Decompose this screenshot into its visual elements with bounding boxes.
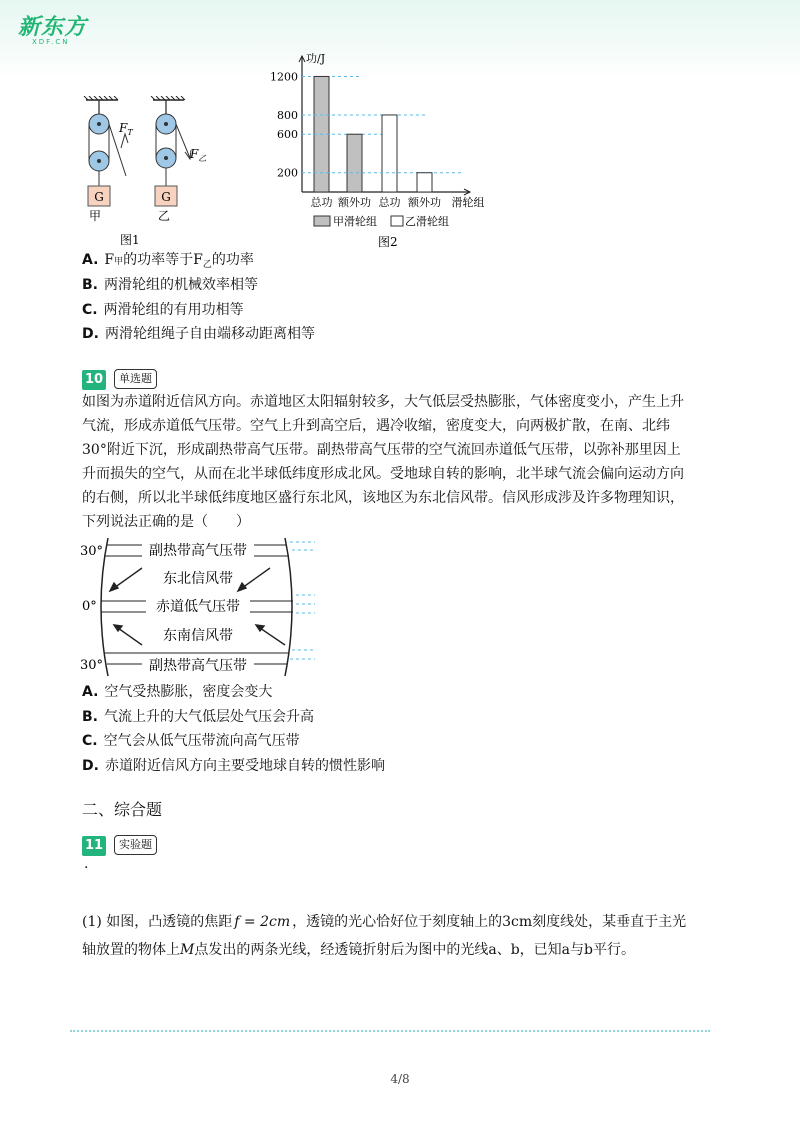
bar [417,173,432,192]
page-number: 4/8 [390,1072,410,1086]
q10-option-c[interactable]: C. 空气会从低气压带流向高气压带 [82,733,300,749]
legend-label-yi: 乙滑轮组 [405,215,449,228]
weight-yi-label: G [161,190,171,204]
q10-line: 气流，形成赤道低气压带。空气上升到高空后，遇冷收缩，密度变大，向两极扩散，在南、北纬 [82,418,670,434]
q10-option-a[interactable]: A. 空气受热膨胀，密度会变大 [82,684,273,700]
q9-option-c[interactable]: C. 两滑轮组的有用功相等 [82,302,244,318]
logo-text: 新东方 [18,15,88,40]
band-ne-trade: 东北信风带 [163,571,233,587]
weight-jia-label: G [94,190,104,204]
x-axis-label: 滑轮组 [451,196,485,209]
band-se-trade: 东南信风带 [163,628,233,644]
x-category-label: 额外功 [408,196,441,209]
pulley-figure [78,96,228,256]
y-tick-label: 800 [277,108,298,122]
q10-line: 下列说法正确的是（ ） [82,514,250,530]
q11-line-2: 轴放置的物体上M点发出的两条光线，经透镜折射后为图中的光线a、b，已知a与b平行。 [82,942,635,958]
logo-subtext: XDF.CN [32,38,70,46]
label-jia: 甲 [89,209,102,223]
band-equatorial-low: 赤道低气压带 [156,599,240,615]
q10-line: 的右侧，所以北半球低纬度地区盛行东北风，该地区为东北信风带。信风形成涉及许多物理知识， [82,490,684,506]
q9-option-d[interactable]: D. 两滑轮组绳子自由端移动距离相等 [82,326,315,342]
pulley-yi [156,114,191,186]
arrow-ne-left [114,568,142,588]
bar [347,134,362,192]
latitude-30n: 30° [80,544,104,559]
y-tick-label: 1200 [270,70,298,84]
q10-number-badge: 10 [82,370,106,390]
band-subtropical-high-s: 副热带高气压带 [149,658,247,674]
force-yi-label: $F_乙$ [190,147,207,163]
brand-logo [18,10,87,46]
y-axis-label: 功/J [306,52,326,65]
footer-divider [70,1030,710,1032]
arrow-se-right [260,628,285,645]
ceiling-yi [151,96,185,116]
q11-dot: . [84,856,89,872]
q11-type-tag: 实验题 [114,835,157,855]
band-subtropical-high-n: 副热带高气压带 [149,543,247,559]
legend-label-jia: 甲滑轮组 [333,215,377,228]
latitude-30s: 30° [80,658,104,673]
q10-type-tag: 单选题 [114,369,157,389]
y-tick-label: 600 [277,128,298,142]
q10-option-b[interactable]: B. 气流上升的大气低层处气压会升高 [82,709,314,725]
ceiling-jia [84,96,118,116]
label-yi: 乙 [158,209,171,223]
force-t-label: $F_T$ [119,121,133,137]
q10-stem [82,390,684,534]
q10-line: 升而损失的空气，从而在北半球低纬度形成北风。受地球自转的影响，北半球气流会偏向运动方向 [82,466,684,482]
bar [382,115,397,192]
x-category-label: 总功 [378,196,401,209]
q11-line-1: (1) 如图，凸透镜的焦距 f = 2cm ，透镜的光心恰好位于刻度轴上的3cm刻度线处，某垂直于主光 [82,914,687,930]
q10-line: 30°附近下沉，形成副热带高气压带。副热带高气压带的空气流回赤道低气压带，以弥补那里因上 [82,442,681,458]
y-tick-label: 200 [277,166,298,180]
trade-wind-figure [80,536,320,682]
legend-swatch-yi [391,216,403,226]
q11-number-badge: 11 [82,836,106,856]
x-category-label: 总功 [310,196,333,209]
latitude-0: 0° [82,599,97,614]
q9-option-b[interactable]: B. 两滑轮组的机械效率相等 [82,277,258,293]
q9-option-a[interactable]: A. F甲的功率等于$F_乙$的功率 [82,252,254,270]
legend-swatch-jia [314,216,330,226]
arrow-ne-right [242,568,270,588]
q10-line: 如图为赤道附近信风方向。赤道地区太阳辐射较多，大气低层受热膨胀，气体密度变小，产生上升 [82,394,684,410]
arrow-se-left [118,628,142,645]
fig1-caption: 图1 [120,233,140,247]
x-category-label: 额外功 [338,196,371,209]
fig2-caption: 图2 [378,235,398,249]
q10-option-d[interactable]: D. 赤道附近信风方向主要受地球自转的惯性影响 [82,758,385,774]
q11-stem [82,908,686,964]
work-bar-chart [270,46,500,252]
section-title: 二、综合题 [82,800,163,819]
